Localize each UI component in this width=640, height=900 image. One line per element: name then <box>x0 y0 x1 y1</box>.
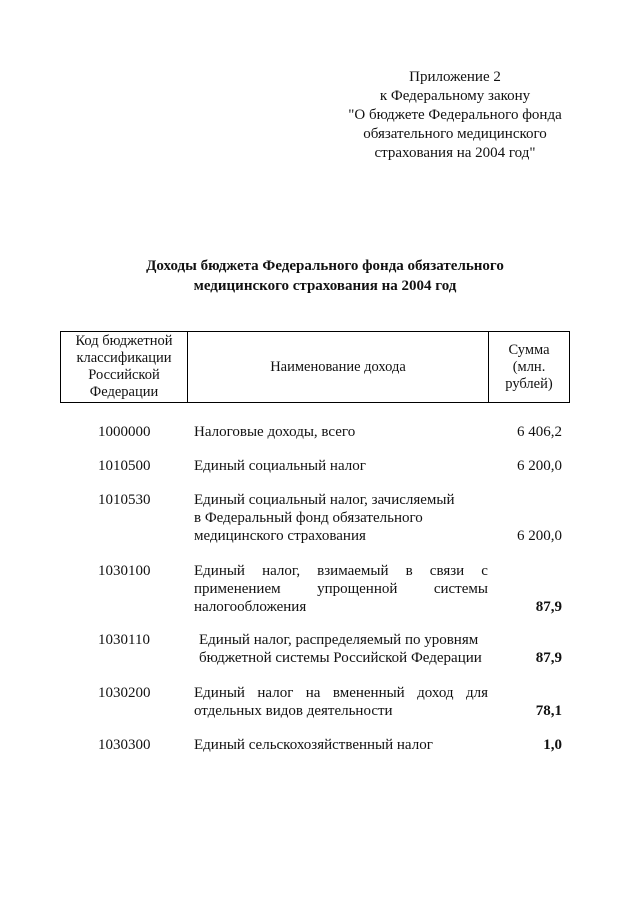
row-name <box>194 491 488 545</box>
row-name-line: в Федеральный фонд обязательного <box>194 510 423 526</box>
row-name-line <box>194 580 488 598</box>
header-code-line: классификации <box>76 350 172 366</box>
header-code-line: Код бюджетной <box>75 333 173 349</box>
row-name-line: Налоговые доходы, всего <box>194 424 356 440</box>
row-amount: 6 200,0 <box>517 528 562 544</box>
appendix-line: обязательного медицинского <box>363 126 547 142</box>
row-name <box>194 423 488 441</box>
row-name <box>194 562 488 616</box>
row-name-line: Единый социальный налог <box>194 458 366 474</box>
row-code: 1030110 <box>98 632 150 648</box>
word: налог <box>257 685 294 701</box>
word: Единый <box>194 685 245 701</box>
header-sum-cell <box>489 332 570 403</box>
row-name-line: бюджетной системы Российской Федерации <box>199 650 482 666</box>
row-name-line: Единый налог, распределяемый по уровням <box>199 632 479 648</box>
header-name: Наименование дохода <box>270 358 406 375</box>
row-name-line: Единый сельскохозяйственный налог <box>194 737 433 753</box>
row-code: 1010500 <box>98 458 151 474</box>
row-name <box>194 684 488 720</box>
row-name-line: отдельных видов деятельности <box>194 703 393 719</box>
row-amount: 1,0 <box>543 737 562 753</box>
row-name-line <box>194 562 488 580</box>
row-name <box>199 631 493 667</box>
header-sum-line: рублей) <box>505 375 553 392</box>
title-line: Доходы бюджета Федерального фонда обязательного <box>146 258 504 274</box>
header-name-cell <box>188 332 489 403</box>
word: связи <box>429 563 465 579</box>
header-sum-line: (млн. <box>512 358 546 375</box>
word: системы <box>433 581 488 597</box>
row-code: 1030300 <box>98 737 151 753</box>
row-code: 1030100 <box>98 563 151 579</box>
row-name-line <box>194 684 488 702</box>
word: налог, <box>262 563 301 579</box>
row-amount: 6 406,2 <box>517 424 562 440</box>
row-amount: 87,9 <box>535 599 562 615</box>
word: в <box>405 563 413 579</box>
row-name-line: Единый социальный налог, зачисляемый <box>194 492 455 508</box>
word: для <box>465 685 488 701</box>
row-code: 1030200 <box>98 685 151 701</box>
appendix-line: "О бюджете Федерального фонда <box>348 107 562 123</box>
header-code-line: Федерации <box>89 384 159 400</box>
word: применением <box>194 581 281 597</box>
appendix-line: к Федеральному закону <box>379 88 531 104</box>
word: с <box>481 563 488 579</box>
word: взимаемый <box>317 563 389 579</box>
word: доход <box>417 685 454 701</box>
title-line: медицинского страхования на 2004 год <box>193 278 457 294</box>
row-code: 1000000 <box>98 424 151 440</box>
table-header <box>60 331 570 403</box>
row-name-line: налогообложения <box>194 599 307 615</box>
word: на <box>305 685 321 701</box>
appendix-line: Приложение 2 <box>409 69 501 85</box>
row-name <box>194 457 488 475</box>
header-code-line: Российской <box>88 367 160 383</box>
row-name <box>194 736 488 754</box>
appendix-note <box>330 68 580 163</box>
header-code-cell <box>61 332 188 403</box>
word: упрощенной <box>317 581 398 597</box>
row-amount: 78,1 <box>535 703 562 719</box>
row-code: 1010530 <box>98 492 151 508</box>
row-name-line: медицинского страхования <box>194 528 366 544</box>
header-sum-line: Сумма <box>508 341 550 358</box>
appendix-line: страхования на 2004 год" <box>374 145 536 161</box>
row-amount: 87,9 <box>535 650 562 666</box>
word: вмененный <box>332 685 405 701</box>
word: Единый <box>194 563 245 579</box>
document-title <box>80 256 570 296</box>
row-amount: 6 200,0 <box>517 458 562 474</box>
